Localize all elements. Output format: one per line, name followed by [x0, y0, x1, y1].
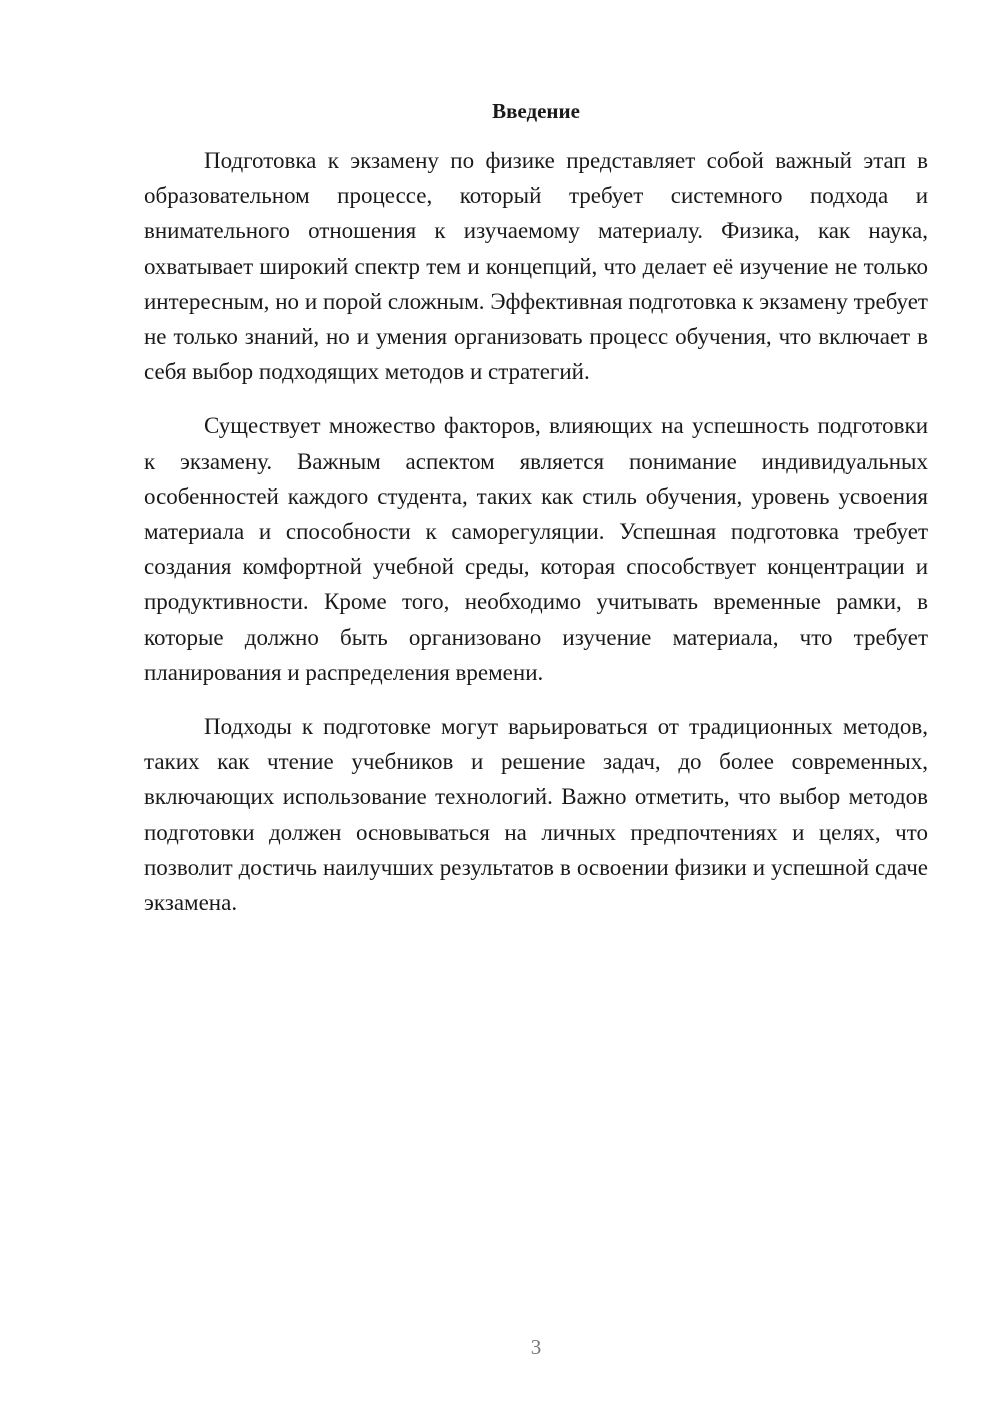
paragraph-3: Подходы к подготовке могут варьироваться от традиционных методов, таких как чтение учебников и решение задач, до более современных, включающих использование технологий. Важно отметить, что выбор методов подготовки должен основываться на личных предпочтениях и целях, что позволит достичь наилучших результатов в освоении физики и успешной сдаче экзамена. — [144, 714, 928, 916]
paragraph-2: Существует множество факторов, влияющих на успешность подготовки к экзамену. Важным аспектом является понимание индивидуальных особенностей каждого студента, таких как стиль обучения, уровень усвоения материала и способности к саморегуляции. Успешная подготовка требует создания комфортной учебной среды, которая способствует концентрации и продуктивности. Кроме того, необходимо учитывать временные рамки, в которые должно быть организовано изучение материала, что требует планирования и распределения времени. — [144, 413, 928, 685]
page-number: 3 — [530, 1335, 542, 1359]
section-heading: Введение — [492, 99, 580, 123]
body-text — [144, 143, 928, 939]
paragraph-1: Подготовка к экзамену по физике представляет собой важный этап в образовательном процессе, который требует системного подхода и внимательного отношения к изучаемому материалу. Физика, как наука, охватывает широкий спектр тем и концепций, что делает её изучение не только интересным, но и порой сложным. Эффективная подготовка к экзамену требует не только знаний, но и умения организовать процесс обучения, что включает в себя выбор подходящих методов и стратегий. — [144, 148, 928, 385]
